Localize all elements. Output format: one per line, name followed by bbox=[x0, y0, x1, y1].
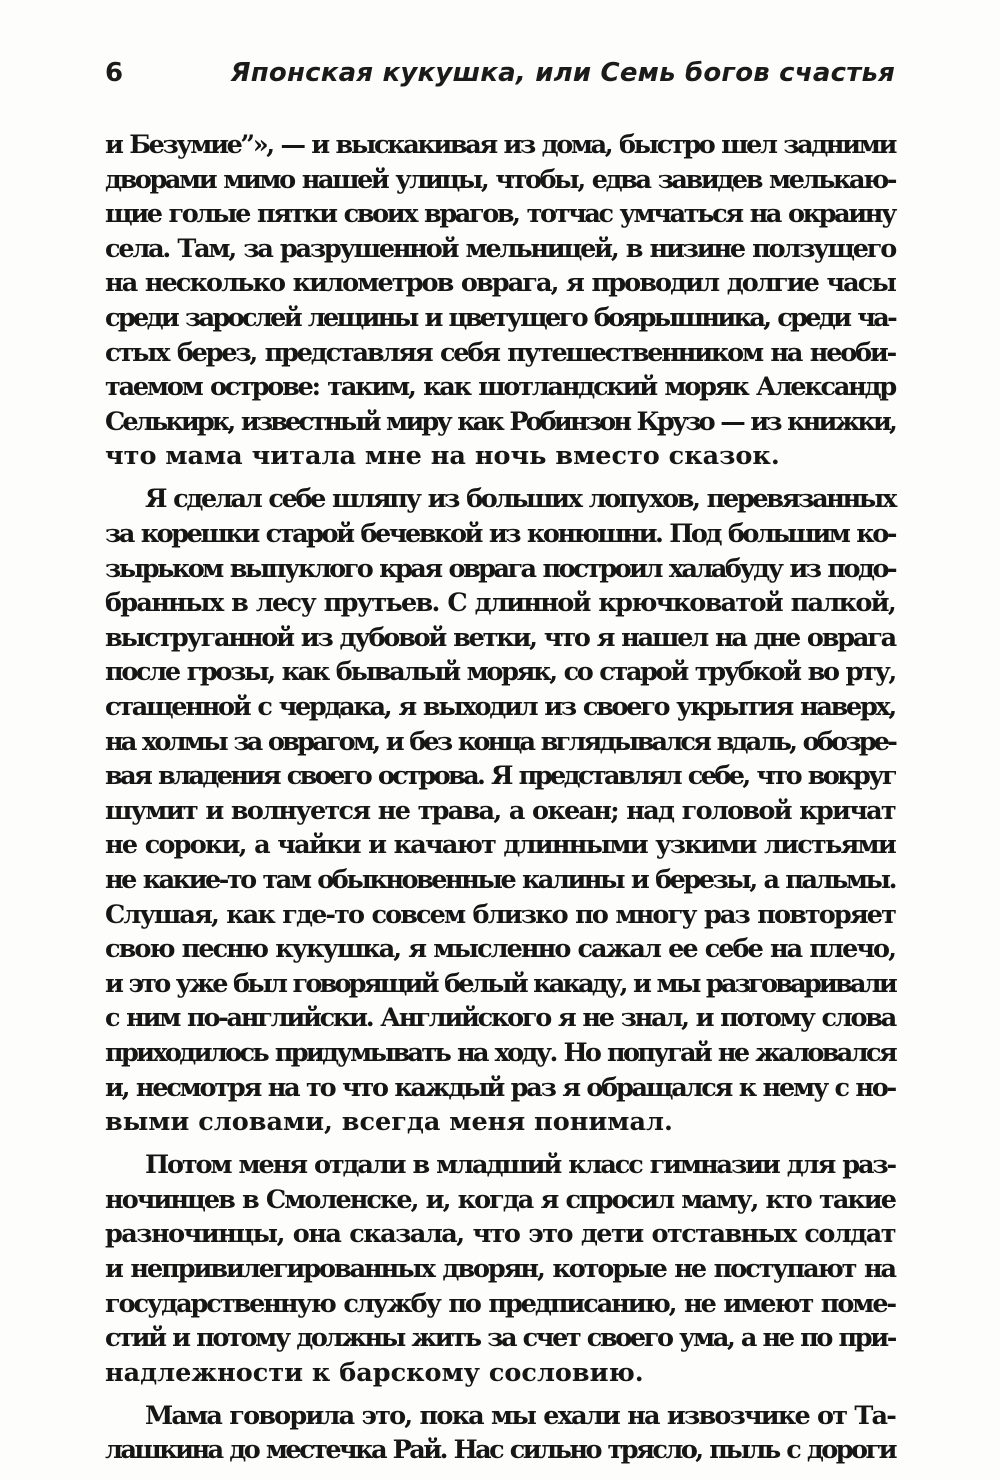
text-line: свою песню кукушка, я мысленно сажал ее себе на плечо, bbox=[105, 934, 895, 965]
text-line: стых берез, представляя себя путешественником на необи- bbox=[105, 337, 895, 368]
text-line: и непривилегированных дворян, которые не поступают на bbox=[105, 1254, 895, 1284]
text-line: на холмы за оврагом, и без конца вглядывался вдаль, обозре- bbox=[105, 726, 895, 757]
paragraph-3 bbox=[105, 1148, 895, 1390]
text-line: разночинцы, она сказала, что это дети отставных солдат bbox=[105, 1219, 895, 1250]
text-line: бранных в лесу прутьев. С длинной крючковатой палкой, bbox=[105, 588, 895, 619]
text-line: и Безумие”», — и выскакивая из дома, быстро шел задними bbox=[105, 130, 895, 160]
text-line: стащенной с чердака, я выходил из своего укрытия наверх, bbox=[105, 692, 895, 722]
text-line: ночинцев в Смоленске, и, когда я спросил маму, кто такие bbox=[105, 1184, 895, 1215]
text-line: и это уже был говорящий белый какаду, и мы разговаривали bbox=[105, 968, 895, 999]
text-line: зырьком выпуклого края оврага построил халабуду из подо- bbox=[105, 553, 895, 584]
text-line: стий и потому должны жить за счет своего ума, а не по при- bbox=[105, 1323, 895, 1354]
text-line: Потом меня отдали в младший класс гимназии для раз- bbox=[145, 1150, 895, 1181]
text-line: что мама читала мне на ночь вместо сказок. bbox=[105, 441, 780, 472]
text-line: таемом острове: таким, как шотландский моряк Александр bbox=[105, 372, 895, 403]
text-line: надлежности к барскому сословию. bbox=[105, 1357, 644, 1388]
text-line: среди зарослей лещины и цветущего боярышника, среди ча- bbox=[105, 302, 895, 333]
text-line: с ним по-английски. Английского я не знал, и потому слова bbox=[105, 1003, 895, 1034]
text-line: Мама говорила это, пока мы ехали на извозчике от Та- bbox=[145, 1400, 895, 1431]
text-line: за корешки старой бечевкой из конюшни. Под большим ко- bbox=[105, 519, 895, 550]
text-line: Слушая, как где-то совсем близко по многу раз повторяет bbox=[105, 899, 895, 930]
page-number: 6 bbox=[105, 58, 124, 88]
text-line: выструганной из дубовой ветки, что я нашел на дне оврага bbox=[105, 622, 895, 653]
text-line: Селькирк, известный миру как Робинзон Крузо — из книжки, bbox=[105, 406, 895, 437]
text-line: и, несмотря на то что каждый раз я обращался к нему с но- bbox=[105, 1072, 895, 1103]
text-line: не сороки, а чайки и качают длинными узкими листьями bbox=[105, 830, 895, 861]
paragraph-4 bbox=[105, 1399, 895, 1468]
text-line: щие голые пятки своих врагов, тотчас умчаться на окраину bbox=[105, 199, 895, 230]
text-line: села. Там, за разрушенной мельницей, в низине ползущего bbox=[105, 233, 895, 264]
text-line: Я сделал себе шляпу из больших лопухов, перевязанных bbox=[145, 484, 895, 515]
text-line: приходилось придумывать на ходу. Но попугай не жаловался bbox=[105, 1037, 895, 1068]
running-header bbox=[105, 58, 895, 98]
body-text bbox=[105, 128, 895, 1477]
text-line: после грозы, как бывалый моряк, со старой трубкой во рту, bbox=[105, 657, 895, 688]
text-line: шумит и волнуется не трава, а океан; над головой кричат bbox=[105, 795, 895, 826]
paragraph-1 bbox=[105, 128, 895, 474]
text-line: государственную службу по предписанию, не имеют поме- bbox=[105, 1288, 895, 1319]
book-title: Японская кукушка, или Семь богов счастья bbox=[230, 58, 895, 88]
text-line: вая владения своего острова. Я представлял себе, что вокруг bbox=[105, 761, 895, 792]
text-line: на несколько километров оврага, я проводил долгие часы bbox=[105, 268, 895, 299]
paragraph-2 bbox=[105, 482, 895, 1139]
text-line: лашкина до местечка Рай. Нас сильно трясло, пыль с дороги bbox=[105, 1435, 895, 1466]
text-line: дворами мимо нашей улицы, чтобы, едва завидев мелькаю- bbox=[105, 164, 895, 195]
text-line: выми словами, всегда меня понимал. bbox=[105, 1107, 673, 1138]
text-line: не какие-то там обыкновенные калины и березы, а пальмы. bbox=[105, 864, 895, 895]
